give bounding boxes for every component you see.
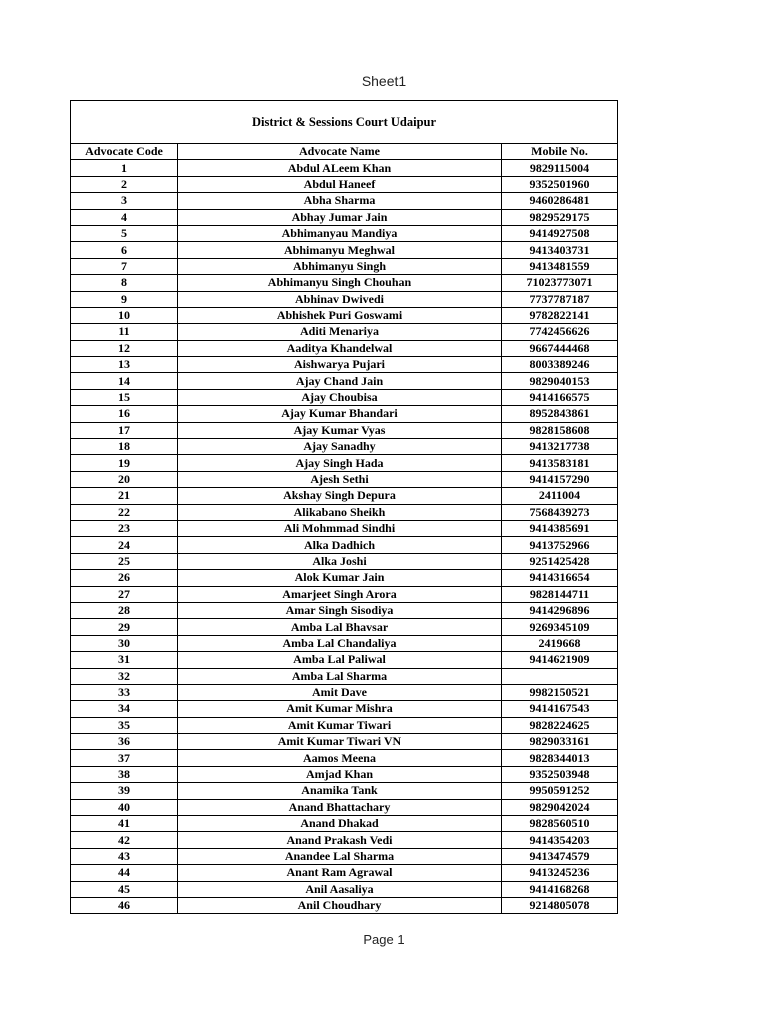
advocate-code-cell: 23 <box>71 520 178 536</box>
table-row <box>71 717 618 733</box>
advocate-name-cell: Aishwarya Pujari <box>178 357 502 373</box>
advocate-code-cell: 4 <box>71 209 178 225</box>
mobile-number-cell: 9251425428 <box>502 553 618 569</box>
mobile-number-cell: 2411004 <box>502 488 618 504</box>
advocate-name-cell: Aaditya Khandelwal <box>178 340 502 356</box>
advocate-name-cell: Abdul ALeem Khan <box>178 160 502 176</box>
mobile-number-cell: 9413752966 <box>502 537 618 553</box>
mobile-number-cell: 9413245236 <box>502 865 618 881</box>
advocate-code-cell: 43 <box>71 848 178 864</box>
mobile-number-cell: 9414385691 <box>502 520 618 536</box>
table-row <box>71 504 618 520</box>
advocate-name-cell: Amba Lal Paliwal <box>178 652 502 668</box>
advocate-code-cell: 27 <box>71 586 178 602</box>
table-row <box>71 340 618 356</box>
advocate-code-cell: 16 <box>71 406 178 422</box>
mobile-number-cell: 9413583181 <box>502 455 618 471</box>
mobile-number-cell: 9667444468 <box>502 340 618 356</box>
table-row <box>71 848 618 864</box>
advocate-code-cell: 31 <box>71 652 178 668</box>
advocate-code-cell: 26 <box>71 570 178 586</box>
advocate-name-cell: Aditi Menariya <box>178 324 502 340</box>
advocate-code-cell: 34 <box>71 701 178 717</box>
advocate-code-cell: 24 <box>71 537 178 553</box>
column-header-code: Advocate Code <box>71 144 178 160</box>
advocate-name-cell: Amba Lal Chandaliya <box>178 635 502 651</box>
advocate-code-cell: 3 <box>71 193 178 209</box>
advocate-code-cell: 32 <box>71 668 178 684</box>
advocate-name-cell: Ajesh Sethi <box>178 471 502 487</box>
mobile-number-cell: 9828158608 <box>502 422 618 438</box>
advocate-name-cell: Alka Joshi <box>178 553 502 569</box>
advocate-name-cell: Ali Mohmmad Sindhi <box>178 520 502 536</box>
table-row <box>71 701 618 717</box>
mobile-number-cell: 9413217738 <box>502 439 618 455</box>
court-title: District & Sessions Court Udaipur <box>71 101 618 144</box>
advocate-name-cell: Amba Lal Bhavsar <box>178 619 502 635</box>
advocate-name-cell: Akshay Singh Depura <box>178 488 502 504</box>
mobile-number-cell: 2419668 <box>502 635 618 651</box>
mobile-number-cell: 9829115004 <box>502 160 618 176</box>
table-row <box>71 471 618 487</box>
advocate-name-cell: Amar Singh Sisodiya <box>178 602 502 618</box>
table-row <box>71 488 618 504</box>
table-row <box>71 619 618 635</box>
advocate-name-cell: Ajay Kumar Vyas <box>178 422 502 438</box>
advocate-name-cell: Anamika Tank <box>178 783 502 799</box>
sheet-title: Sheet1 <box>361 73 407 89</box>
advocate-code-cell: 15 <box>71 389 178 405</box>
advocate-code-cell: 1 <box>71 160 178 176</box>
advocate-name-cell: Anil Aasaliya <box>178 881 502 897</box>
table-row <box>71 275 618 291</box>
advocate-code-cell: 42 <box>71 832 178 848</box>
table-row <box>71 635 618 651</box>
advocate-code-cell: 29 <box>71 619 178 635</box>
mobile-number-cell: 9414296896 <box>502 602 618 618</box>
table-row <box>71 160 618 176</box>
court-title-row <box>71 101 618 144</box>
table-row <box>71 897 618 913</box>
mobile-number-cell: 9828344013 <box>502 750 618 766</box>
table-row <box>71 832 618 848</box>
advocate-code-cell: 18 <box>71 439 178 455</box>
advocate-name-cell: Amjad Khan <box>178 766 502 782</box>
advocate-code-cell: 6 <box>71 242 178 258</box>
advocate-code-cell: 22 <box>71 504 178 520</box>
table-row <box>71 406 618 422</box>
mobile-number-cell: 9413474579 <box>502 848 618 864</box>
table-row <box>71 373 618 389</box>
mobile-number-cell: 9828560510 <box>502 816 618 832</box>
advocate-code-cell: 19 <box>71 455 178 471</box>
table-row <box>71 176 618 192</box>
mobile-number-cell: 7568439273 <box>502 504 618 520</box>
mobile-number-cell: 9269345109 <box>502 619 618 635</box>
advocate-code-cell: 7 <box>71 258 178 274</box>
table-row <box>71 750 618 766</box>
mobile-number-cell: 8003389246 <box>502 357 618 373</box>
table-row <box>71 242 618 258</box>
advocate-name-cell: Amit Kumar Tiwari VN <box>178 734 502 750</box>
column-header-name: Advocate Name <box>178 144 502 160</box>
mobile-number-cell: 9829040153 <box>502 373 618 389</box>
advocate-code-cell: 13 <box>71 357 178 373</box>
advocate-code-cell: 2 <box>71 176 178 192</box>
advocate-name-cell: Ajay Kumar Bhandari <box>178 406 502 422</box>
advocate-name-cell: Amarjeet Singh Arora <box>178 586 502 602</box>
advocate-name-cell: Ajay Chand Jain <box>178 373 502 389</box>
table-row <box>71 766 618 782</box>
table-row <box>71 389 618 405</box>
advocate-code-cell: 37 <box>71 750 178 766</box>
mobile-number-cell: 9829042024 <box>502 799 618 815</box>
advocate-table <box>70 100 618 914</box>
advocate-name-cell: Abha Sharma <box>178 193 502 209</box>
advocate-name-cell: Abhinav Dwivedi <box>178 291 502 307</box>
table-row <box>71 586 618 602</box>
advocate-code-cell: 9 <box>71 291 178 307</box>
mobile-number-cell: 8952843861 <box>502 406 618 422</box>
mobile-number-cell <box>502 668 618 684</box>
advocate-code-cell: 8 <box>71 275 178 291</box>
advocate-code-cell: 20 <box>71 471 178 487</box>
mobile-number-cell: 71023773071 <box>502 275 618 291</box>
mobile-number-cell: 9352503948 <box>502 766 618 782</box>
mobile-number-cell: 9414166575 <box>502 389 618 405</box>
advocate-name-cell: Amit Kumar Mishra <box>178 701 502 717</box>
advocate-name-cell: Anil Choudhary <box>178 897 502 913</box>
advocate-name-cell: Abhimanyu Singh Chouhan <box>178 275 502 291</box>
advocate-name-cell: Aamos Meena <box>178 750 502 766</box>
table-row <box>71 570 618 586</box>
mobile-number-cell: 9460286481 <box>502 193 618 209</box>
table-row <box>71 455 618 471</box>
mobile-number-cell: 9828224625 <box>502 717 618 733</box>
advocate-code-cell: 39 <box>71 783 178 799</box>
advocate-name-cell: Ajay Singh Hada <box>178 455 502 471</box>
table-row <box>71 668 618 684</box>
table-row <box>71 602 618 618</box>
advocate-code-cell: 11 <box>71 324 178 340</box>
advocate-name-cell: Abhimanyu Singh <box>178 258 502 274</box>
column-header-mobile: Mobile No. <box>502 144 618 160</box>
mobile-number-cell: 9414316654 <box>502 570 618 586</box>
advocate-name-cell: Abhimanyu Meghwal <box>178 242 502 258</box>
advocate-name-cell: Anandee Lal Sharma <box>178 848 502 864</box>
advocate-code-cell: 46 <box>71 897 178 913</box>
table-row <box>71 520 618 536</box>
mobile-number-cell: 9414168268 <box>502 881 618 897</box>
mobile-number-cell: 9950591252 <box>502 783 618 799</box>
advocate-code-cell: 12 <box>71 340 178 356</box>
table-row <box>71 881 618 897</box>
table-row <box>71 684 618 700</box>
mobile-number-cell: 9414927508 <box>502 225 618 241</box>
advocate-code-cell: 21 <box>71 488 178 504</box>
table-row <box>71 799 618 815</box>
table-row <box>71 422 618 438</box>
table-row <box>71 324 618 340</box>
mobile-number-cell: 9413403731 <box>502 242 618 258</box>
page-number: Page 1 <box>363 932 405 947</box>
advocate-code-cell: 45 <box>71 881 178 897</box>
mobile-number-cell: 7742456626 <box>502 324 618 340</box>
mobile-number-cell: 9214805078 <box>502 897 618 913</box>
mobile-number-cell: 9414157290 <box>502 471 618 487</box>
advocate-code-cell: 17 <box>71 422 178 438</box>
mobile-number-cell: 9782822141 <box>502 307 618 323</box>
advocate-code-cell: 33 <box>71 684 178 700</box>
advocate-name-cell: Alka Dadhich <box>178 537 502 553</box>
advocate-name-cell: Anand Dhakad <box>178 816 502 832</box>
advocate-code-cell: 40 <box>71 799 178 815</box>
mobile-number-cell: 9413481559 <box>502 258 618 274</box>
mobile-number-cell: 9414167543 <box>502 701 618 717</box>
advocate-name-cell: Amit Dave <box>178 684 502 700</box>
advocate-name-cell: Anand Bhattachary <box>178 799 502 815</box>
advocate-name-cell: Ajay Sanadhy <box>178 439 502 455</box>
advocate-code-cell: 36 <box>71 734 178 750</box>
header-row <box>71 144 618 160</box>
mobile-number-cell: 9414354203 <box>502 832 618 848</box>
advocate-name-cell: Anand Prakash Vedi <box>178 832 502 848</box>
mobile-number-cell: 9828144711 <box>502 586 618 602</box>
mobile-number-cell: 9982150521 <box>502 684 618 700</box>
table-row <box>71 307 618 323</box>
table-body <box>71 160 618 914</box>
advocate-name-cell: Alok Kumar Jain <box>178 570 502 586</box>
table-row <box>71 553 618 569</box>
table-row <box>71 652 618 668</box>
advocate-code-cell: 10 <box>71 307 178 323</box>
mobile-number-cell: 9829529175 <box>502 209 618 225</box>
advocate-name-cell: Abhishek Puri Goswami <box>178 307 502 323</box>
advocate-name-cell: Abhay Jumar Jain <box>178 209 502 225</box>
advocate-name-cell: Amba Lal Sharma <box>178 668 502 684</box>
mobile-number-cell: 7737787187 <box>502 291 618 307</box>
advocate-code-cell: 41 <box>71 816 178 832</box>
advocate-name-cell: Abhimanyau Mandiya <box>178 225 502 241</box>
mobile-number-cell: 9352501960 <box>502 176 618 192</box>
table-row <box>71 225 618 241</box>
advocate-code-cell: 25 <box>71 553 178 569</box>
advocate-code-cell: 35 <box>71 717 178 733</box>
table-row <box>71 816 618 832</box>
table-row <box>71 734 618 750</box>
mobile-number-cell: 9414621909 <box>502 652 618 668</box>
table-row <box>71 291 618 307</box>
advocate-name-cell: Abdul Haneef <box>178 176 502 192</box>
table-row <box>71 439 618 455</box>
table-row <box>71 193 618 209</box>
table-row <box>71 258 618 274</box>
advocate-code-cell: 44 <box>71 865 178 881</box>
advocate-name-cell: Ajay Choubisa <box>178 389 502 405</box>
table-row <box>71 865 618 881</box>
table-row <box>71 783 618 799</box>
advocate-name-cell: Anant Ram Agrawal <box>178 865 502 881</box>
advocate-name-cell: Alikabano Sheikh <box>178 504 502 520</box>
mobile-number-cell: 9829033161 <box>502 734 618 750</box>
advocate-code-cell: 38 <box>71 766 178 782</box>
advocate-code-cell: 14 <box>71 373 178 389</box>
advocate-code-cell: 28 <box>71 602 178 618</box>
table-row <box>71 537 618 553</box>
advocate-code-cell: 30 <box>71 635 178 651</box>
advocate-name-cell: Amit Kumar Tiwari <box>178 717 502 733</box>
table-row <box>71 209 618 225</box>
advocate-code-cell: 5 <box>71 225 178 241</box>
table-row <box>71 357 618 373</box>
